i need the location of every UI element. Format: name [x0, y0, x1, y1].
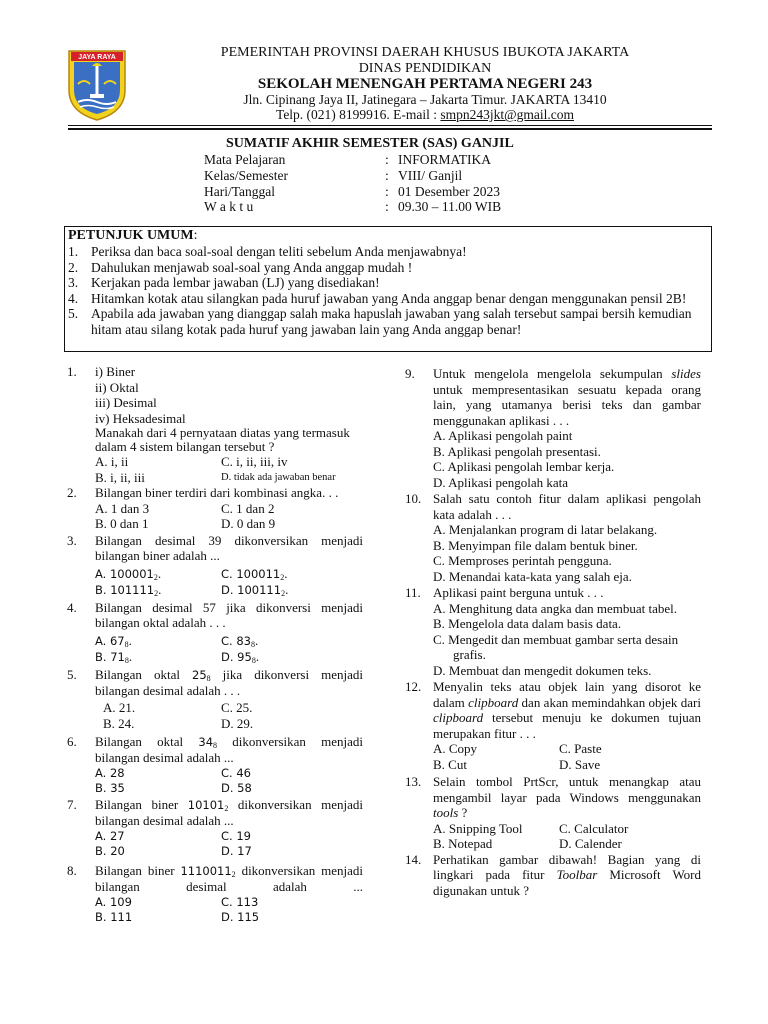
option-b[interactable]: B. $71_8$.: [95, 649, 133, 665]
option-c[interactable]: C. $100011_2$.: [221, 565, 288, 582]
question-13: 13. Selain tombol PrtScr, untuk menangkap atau mengambil layar pada Windows menggunakan tools ? A. Snipping Tool C. Calculator B. Notepad D. Calender: [405, 774, 701, 851]
exam-title: SUMATIF AKHIR SEMESTER (SAS) GANJIL: [226, 136, 514, 151]
question-9: 9. Untuk mengelola mengelola sekumpulan slides untuk mempresentasikan sesuatu kepada orang lain, yang utamanya berisi teks dan gambar menggunakan aplikasi . . . A. Aplikasi pengolah paint B. Aplikasi pengolah presentasi. C. Aplikasi pengolah lembar kerja. D. Aplikasi pengolah kata: [405, 366, 701, 490]
option-b[interactable]: B. $101111_2$.: [95, 582, 162, 598]
option-d[interactable]: D. 0 dan 9: [221, 516, 276, 531]
option-d[interactable]: D. 29.: [221, 715, 254, 731]
option-b[interactable]: B. Menyimpan file dalam bentuk biner.: [433, 537, 638, 553]
instruction-item: 3. Kerjakan pada lembar jawaban (LJ) yang disediakan!: [68, 275, 380, 290]
option-a[interactable]: A. 27: [95, 828, 125, 843]
email-link[interactable]: smpn243jkt@gmail.com: [440, 107, 574, 122]
header-department: DINAS PENDIDIKAN: [358, 61, 492, 76]
instructions-box: [64, 226, 712, 352]
option-c[interactable]: C. 46: [221, 765, 251, 780]
instruction-item: 1. Periksa dan baca soal-soal dengan teliti sebelum Anda menjawabnya!: [68, 244, 467, 259]
question-5: 5. Bilangan oktal $25_8$ jika dikonversi menjadi bilangan desimal adalah . . . A. 21. C. 25. B. 24. D. 29.: [67, 666, 363, 731]
option-b[interactable]: B. 35: [95, 781, 125, 795]
option-b[interactable]: B. 0 dan 1: [95, 516, 149, 531]
option-d[interactable]: D. Calender: [559, 836, 622, 851]
option-b[interactable]: B. Notepad: [433, 836, 493, 851]
option-d[interactable]: D. Menandai kata-kata yang salah eja.: [433, 568, 632, 584]
option-d[interactable]: D. Membuat dan mengedit dokumen teks.: [433, 662, 652, 678]
question-10: 10. Salah satu contoh fitur dalam aplikasi pengolah kata adalah . . . A. Menjalankan program di latar belakang. B. Menyimpan file dalam bentuk biner. C. Memproses perintah pengguna. D. Menandai kata-kata yang salah eja.: [405, 491, 701, 584]
option-d[interactable]: D. $100111_2$.: [221, 582, 289, 598]
option-b[interactable]: B. 111: [95, 910, 133, 924]
option-a[interactable]: A. Copy: [433, 741, 478, 756]
option-a[interactable]: A. 21.: [103, 699, 136, 715]
option-a[interactable]: A. Aplikasi pengolah paint: [433, 428, 573, 443]
option-c[interactable]: C. i, ii, iii, iv: [221, 454, 288, 469]
question-1: 1. i) Biner ii) Oktal iii) Desimal iv) Heksadesimal Manakah dari 4 pernyataan diatas yang termasuk dalam 4 sistem bilangan tersebut ? A. i, ii C. i, ii, iii, iv B. i, ii, iii D. tidak ada jawaban benar: [67, 364, 363, 485]
questions-left-column: [67, 364, 363, 926]
jaya-raya-logo: [66, 48, 128, 122]
option-a[interactable]: A. $67_8$.: [95, 632, 132, 649]
option-a[interactable]: A. 1 dan 3: [95, 500, 150, 516]
option-d[interactable]: D. Aplikasi pengolah kata: [433, 474, 569, 490]
option-c[interactable]: C. 113: [221, 894, 259, 909]
question-3: 3. Bilangan desimal 39 dikonversikan menjadi bilangan biner adalah ... A. $100001_2$. C. $100011_2$. B. $101111_2$. D. $100111_2$.: [67, 532, 363, 598]
option-c[interactable]: C. 1 dan 2: [221, 500, 275, 516]
instructions-title: PETUNJUK UMUM:: [68, 228, 198, 243]
header-school: SEKOLAH MENENGAH PERTAMA NEGERI 243: [257, 76, 593, 92]
option-c[interactable]: C. Memproses perintah pengguna.: [433, 553, 612, 568]
option-c[interactable]: C. Mengedit dan membuat gambar serta desain grafis.: [433, 631, 679, 662]
option-a[interactable]: A. Snipping Tool: [433, 820, 523, 836]
option-a[interactable]: A. 28: [95, 765, 125, 780]
option-a[interactable]: A. $100001_2$.: [95, 565, 162, 582]
logo-text: JAYA RAYA: [78, 54, 116, 62]
option-d[interactable]: D. 17: [221, 844, 252, 858]
option-d[interactable]: D. Save: [559, 756, 601, 772]
option-a[interactable]: A. Menghitung data angka dan membuat tabel.: [433, 600, 678, 616]
option-a[interactable]: A. 109: [95, 894, 132, 909]
option-b[interactable]: B. Aplikasi pengolah presentasi.: [433, 443, 601, 459]
option-b[interactable]: B. Mengelola data dalam basis data.: [433, 616, 622, 631]
option-d[interactable]: D. 58: [221, 781, 252, 795]
option-d[interactable]: D. tidak ada jawaban benar: [221, 471, 336, 483]
question-4: 4. Bilangan desimal 57 jika dikonversi menjadi bilangan oktal adalah . . . A. $67_8$. C. $83_8$. B. $71_8$. D. $95_8$.: [67, 599, 363, 665]
instruction-item: 5. Apabila ada jawaban yang dianggap salah maka hapuslah jawaban yang salah tersebut sampai bersih kemudian hitam atau silang kotak pada huruf yang jawaban lain yang Anda anggap benar!: [68, 306, 692, 337]
option-c[interactable]: C. Paste: [559, 741, 602, 756]
option-b[interactable]: B. 20: [95, 844, 125, 858]
question-11: 11. Aplikasi paint berguna untuk . . . A. Menghitung data angka dan membuat tabel. B. Mengelola data dalam basis data. C. Mengedit dan membuat gambar serta desain grafis. D. Membuat dan mengedit dokumen teks.: [405, 585, 701, 678]
option-a[interactable]: A. Menjalankan program di latar belakang.: [433, 522, 658, 537]
option-b[interactable]: B. 24.: [103, 715, 135, 731]
question-12: 12. Menyalin teks atau objek lain yang disorot ke dalam clipboard dan akan memindahkan objek dari clipboard tersebut menuju ke dokumen tujuan merupakan fitur . . . A. Copy C. Paste B. Cut D. Save: [405, 679, 701, 772]
instruction-item: 4. Hitamkan kotak atau silangkan pada huruf jawaban yang Anda anggap benar dengan menggunakan pensil 2B!: [68, 290, 687, 306]
option-b[interactable]: B. i, ii, iii: [95, 469, 145, 485]
option-c[interactable]: C. Calculator: [559, 820, 629, 836]
question-2: 2. Bilangan biner terdiri dari kombinasi angka. . . A. 1 dan 3 C. 1 dan 2 B. 0 dan 1 D. 0 dan 9: [67, 485, 363, 532]
option-d[interactable]: D. $95_8$.: [221, 649, 260, 665]
question-14: 14. Perhatikan gambar dibawah! Bagian yang di lingkari pada fitur Toolbar Microsoft Word digunakan untuk ?: [405, 851, 702, 898]
header-address: Jln. Cipinang Jaya II, Jatinegara – Jakarta Timur. JAKARTA 13410: [243, 92, 607, 107]
option-a[interactable]: A. i, ii: [95, 454, 129, 469]
questions-right-column: [405, 366, 701, 898]
header-divider: [68, 125, 712, 126]
question-8: 8. Bilangan biner $1110011_2$ dikonversikan menjadi bilangan desimal adalah ... A. 109 C. 113 B. 111 D. 115: [67, 862, 363, 924]
option-c[interactable]: C. Aplikasi pengolah lembar kerja.: [433, 459, 615, 474]
question-6: 6. Bilangan oktal $34_8$ dikonversikan menjadi bilangan desimal adalah ... A. 28 C. 46 B. 35 D. 58: [67, 733, 363, 795]
header-divider-thick: [68, 128, 712, 130]
header-government: PEMERINTAH PROVINSI DAERAH KHUSUS IBUKOTA JAKARTA: [220, 45, 630, 60]
option-c[interactable]: C. $83_8$.: [221, 632, 259, 649]
option-b[interactable]: B. Cut: [433, 756, 467, 772]
option-c[interactable]: C. 19: [221, 828, 251, 843]
header-contact: Telp. (021) 8199916. E-mail : smpn243jkt@gmail.com: [276, 107, 574, 122]
option-c[interactable]: C. 25.: [221, 699, 253, 715]
option-d[interactable]: D. 115: [221, 910, 260, 924]
instruction-item: 2. Dahulukan menjawab soal-soal yang Anda anggap mudah !: [68, 259, 413, 275]
question-7: 7. Bilangan biner $10101_2$ dikonversikan menjadi bilangan desimal adalah ... A. 27 C. 19 B. 20 D. 17: [67, 796, 363, 858]
